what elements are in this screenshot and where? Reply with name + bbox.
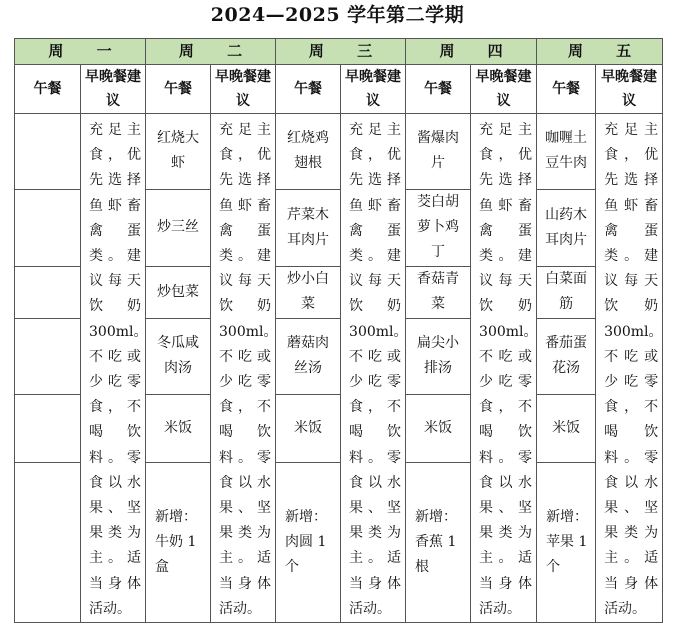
lunch-cell: 炒包菜 — [146, 266, 211, 319]
meal-suggestion-cell: 充足主食，优先选择鱼虾畜禽蛋类。建议每天饮奶300ml。不吃或少吃零食，不喝饮料。零食以水果、坚果类为主。适当身体活动。 — [471, 114, 537, 623]
lunch-cell: 炒三丝 — [146, 189, 211, 266]
lunch-cell: 红烧大虾 — [146, 114, 211, 190]
extra-cell-thursday: 新增：香蕉 1 根 — [406, 463, 471, 623]
column-header-row — [15, 65, 663, 114]
day-header-monday: 周 一 — [15, 39, 146, 65]
lunch-cell: 番茄蛋花汤 — [537, 319, 596, 395]
lunch-cell — [15, 266, 81, 319]
lunch-cell — [15, 394, 81, 463]
meal-suggestion-cell: 充足主食，优先选择鱼虾畜禽蛋类。建议每天饮奶300ml。不吃或少吃零食，不喝饮料。零食以水果、坚果类为主。适当身体活动。 — [341, 114, 406, 623]
suggestion-header: 早晚餐建议 — [211, 65, 276, 114]
lunch-cell — [15, 189, 81, 266]
extra-cell-tuesday: 新增：牛奶 1 盒 — [146, 463, 211, 623]
day-header-friday: 周 五 — [537, 39, 663, 65]
lunch-cell: 酱爆肉片 — [406, 114, 471, 190]
day-header-thursday: 周 四 — [406, 39, 537, 65]
extra-cell-wednesday: 新增：肉圆 1 个 — [276, 463, 341, 623]
lunch-cell: 山药木耳肉片 — [537, 189, 596, 266]
page-title: 2024—2025 学年第二学期 — [210, 4, 465, 26]
lunch-cell: 蘑菇肉丝汤 — [276, 319, 341, 395]
lunch-header: 午餐 — [537, 65, 596, 114]
lunch-cell: 芹菜木耳肉片 — [276, 189, 341, 266]
lunch-cell: 米饭 — [406, 394, 471, 463]
lunch-cell — [15, 319, 81, 395]
meal-suggestion-cell: 充足主食，优先选择鱼虾畜禽蛋类。建议每天饮奶300ml。不吃或少吃零食，不喝饮料。零食以水果、坚果类为主。适当身体活动。 — [81, 114, 146, 623]
suggestion-header: 早晚餐建议 — [81, 65, 146, 114]
weekday-header-row — [15, 39, 663, 65]
menu-table — [14, 38, 663, 623]
suggestion-header: 早晚餐建议 — [341, 65, 406, 114]
suggestion-header: 早晚餐建议 — [596, 65, 663, 114]
lunch-cell: 冬瓜咸肉汤 — [146, 319, 211, 395]
day-header-tuesday: 周 二 — [146, 39, 276, 65]
lunch-header: 午餐 — [146, 65, 211, 114]
lunch-header: 午餐 — [276, 65, 341, 114]
lunch-cell: 米饭 — [537, 394, 596, 463]
lunch-cell: 炒小白菜 — [276, 266, 341, 319]
meal-suggestion-cell: 充足主食，优先选择鱼虾畜禽蛋类。建议每天饮奶300ml。不吃或少吃零食，不喝饮料。零食以水果、坚果类为主。适当身体活动。 — [596, 114, 663, 623]
extra-cell-monday — [15, 463, 81, 623]
lunch-header: 午餐 — [15, 65, 81, 114]
lunch-cell: 香菇青菜 — [406, 266, 471, 319]
lunch-cell: 白菜面筋 — [537, 266, 596, 319]
meal-suggestion-cell: 充足主食，优先选择鱼虾畜禽蛋类。建议每天饮奶300ml。不吃或少吃零食，不喝饮料。零食以水果、坚果类为主。适当身体活动。 — [211, 114, 276, 623]
lunch-cell: 米饭 — [146, 394, 211, 463]
lunch-cell: 茭白胡萝卜鸡丁 — [406, 189, 471, 266]
table-row — [15, 114, 663, 190]
lunch-cell: 扁尖小排汤 — [406, 319, 471, 395]
lunch-cell: 米饭 — [276, 394, 341, 463]
lunch-header: 午餐 — [406, 65, 471, 114]
lunch-cell: 红烧鸡翅根 — [276, 114, 341, 190]
suggestion-header: 早晚餐建议 — [471, 65, 537, 114]
extra-cell-friday: 新增：苹果 1 个 — [537, 463, 596, 623]
day-header-wednesday: 周 三 — [276, 39, 406, 65]
lunch-cell: 咖喱土豆牛肉 — [537, 114, 596, 190]
lunch-cell — [15, 114, 81, 190]
